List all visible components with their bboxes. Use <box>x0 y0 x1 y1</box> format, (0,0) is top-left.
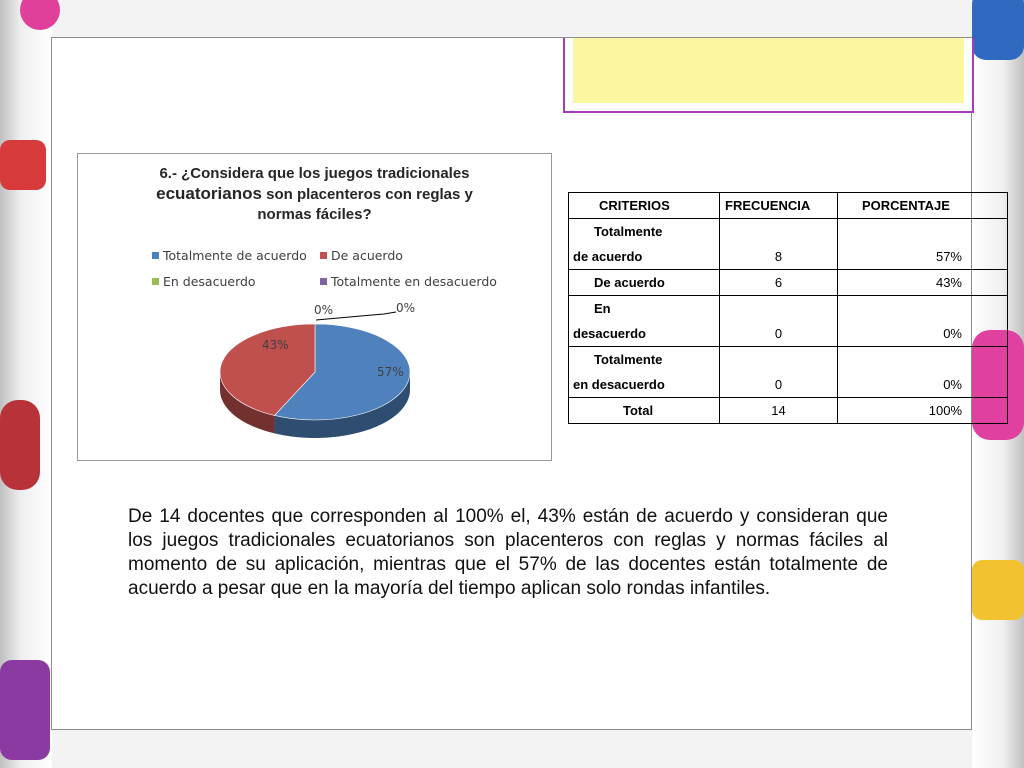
legend-label: Totalmente de acuerdo <box>163 248 307 263</box>
legend-label: En desacuerdo <box>163 274 256 289</box>
yellow-note-box <box>563 38 974 113</box>
pie-chart-panel <box>77 153 552 461</box>
criterio-line2: de acuerdo <box>573 249 643 264</box>
total-label: Total <box>569 398 720 424</box>
yellow-decoration <box>972 560 1024 620</box>
red-decoration <box>0 140 46 190</box>
yellow-note-fill <box>573 38 964 103</box>
table-row <box>569 347 1008 398</box>
data-label: 43% <box>262 338 289 352</box>
pie-chart-svg <box>78 154 551 460</box>
table-row <box>569 296 1008 347</box>
data-label: 0% <box>314 303 334 317</box>
red-decoration-2 <box>0 400 40 490</box>
criterio-line1: Totalmente <box>594 224 663 239</box>
table-row <box>569 270 1008 296</box>
legend-label: De acuerdo <box>331 248 403 263</box>
left-decorative-band <box>0 0 52 768</box>
frequency-table <box>568 192 1008 424</box>
purple-decoration <box>0 660 50 760</box>
row-frecuencia: 0 <box>720 296 838 347</box>
data-label: 57% <box>377 365 404 379</box>
criterio-line1: Totalmente <box>594 352 663 367</box>
row-criterio <box>569 347 720 398</box>
table-row <box>569 219 1008 270</box>
chart-title-line2a: ecuatorianos <box>156 184 262 203</box>
row-frecuencia: 8 <box>720 219 838 270</box>
legend-label: Totalmente en desacuerdo <box>331 274 497 289</box>
criterio-line2: desacuerdo <box>573 326 646 341</box>
header-porcentaje: PORCENTAJE <box>838 193 1008 219</box>
data-label: 0% <box>396 301 416 315</box>
analysis-paragraph: De 14 docentes que corresponden al 100% el, 43% están de acuerdo y consideran que los juegos tradicionales ecuatorianos son placenteros con reglas y normas fáciles al momento de su aplicación, mientras que el 57% de las docentes están totalmente de acuerdo a pesar que en la mayoría del tiempo aplican solo rondas infantiles. <box>128 506 888 599</box>
row-criterio: De acuerdo <box>569 270 720 296</box>
chart-title-line2b: son placenteros con reglas y <box>261 186 473 203</box>
header-frecuencia: FRECUENCIA <box>720 193 838 219</box>
row-porcentaje: 0% <box>838 296 1008 347</box>
chart-title-line3: normas fáciles? <box>257 206 372 223</box>
table-header-row <box>569 193 1008 219</box>
row-porcentaje: 0% <box>838 347 1008 398</box>
criterio-line1: En <box>594 301 611 316</box>
row-frecuencia: 6 <box>720 270 838 296</box>
chart-title-line1: 6.- ¿Considera que los juegos tradicionales <box>159 165 470 182</box>
blue-decoration <box>972 0 1024 60</box>
row-porcentaje: 43% <box>838 270 1008 296</box>
total-porcentaje: 100% <box>838 398 1008 424</box>
total-frecuencia: 14 <box>720 398 838 424</box>
row-frecuencia: 0 <box>720 347 838 398</box>
criterio-line2: en desacuerdo <box>573 377 665 392</box>
row-criterio <box>569 219 720 270</box>
table-total-row <box>569 398 1008 424</box>
row-criterio <box>569 296 720 347</box>
header-criterios: CRITERIOS <box>569 193 720 219</box>
row-porcentaje: 57% <box>838 219 1008 270</box>
